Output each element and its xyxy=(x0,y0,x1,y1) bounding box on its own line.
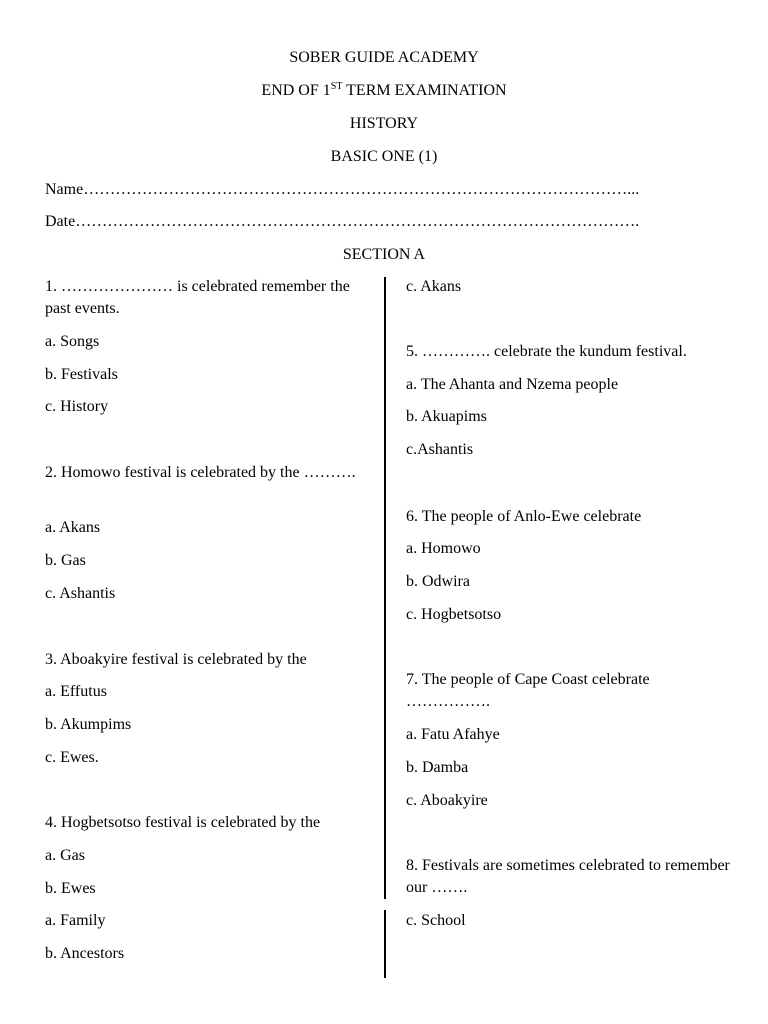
q1-option-b: b. Festivals xyxy=(45,366,118,383)
subject-title: HISTORY xyxy=(349,115,419,132)
q5-option-b: b. Akuapims xyxy=(406,408,487,425)
exam-title-post: TERM EXAMINATION xyxy=(342,82,507,99)
question-1: 1. ………………… is celebrated remember the past events. xyxy=(45,278,350,317)
q4-option-b: b. Ewes xyxy=(45,880,96,897)
question-3: 3. Aboakyire festival is celebrated by the xyxy=(45,651,307,668)
question-4: 4. Hogbetsotso festival is celebrated by the xyxy=(45,814,321,831)
question-7: 7. The people of Cape Coast celebrate ……………. xyxy=(406,671,650,710)
q7-option-a: a. Fatu Afahye xyxy=(406,726,500,743)
exam-title-pre: END OF 1 xyxy=(261,82,331,99)
q7-option-b: b. Damba xyxy=(406,759,469,776)
q1-option-a: a. Songs xyxy=(45,333,100,350)
q8-option-c: c. School xyxy=(406,912,466,929)
q2-option-b: b. Gas xyxy=(45,552,86,569)
q4-option-a: a. Gas xyxy=(45,847,85,864)
exam-title xyxy=(0,81,768,101)
q5-option-c: c.Ashantis xyxy=(406,441,474,458)
exam-title-sup: ST xyxy=(330,81,343,92)
q6-option-c: c. Hogbetsotso xyxy=(406,606,502,623)
column-divider-lower xyxy=(384,910,386,978)
q4-option-c: c. Akans xyxy=(406,278,462,295)
q2-option-c: c. Ashantis xyxy=(45,585,116,602)
q2-option-a: a. Akans xyxy=(45,519,101,536)
q3-option-b: b. Akumpims xyxy=(45,716,132,733)
question-5: 5. …………. celebrate the kundum festival. xyxy=(406,343,687,360)
question-2: 2. Homowo festival is celebrated by the ………. xyxy=(45,464,356,481)
class-title: BASIC ONE (1) xyxy=(330,148,438,165)
question-8: 8. Festivals are sometimes celebrated to remember our ……. xyxy=(406,857,730,896)
question-6: 6. The people of Anlo-Ewe celebrate xyxy=(406,508,642,525)
q7-option-c: c. Aboakyire xyxy=(406,792,488,809)
q3-option-c: c. Ewes. xyxy=(45,749,99,766)
date-field: Date……………………………………………………………………………………………. xyxy=(45,213,640,230)
q1-option-c: c. History xyxy=(45,398,109,415)
q8-option-a: a. Family xyxy=(45,912,106,929)
q3-option-a: a. Effutus xyxy=(45,683,107,700)
q6-option-a: a. Homowo xyxy=(406,540,481,557)
name-field: Name…………………………………………………………………………………………... xyxy=(45,181,640,198)
column-divider xyxy=(384,277,386,899)
section-heading: SECTION A xyxy=(342,246,426,263)
school-name: SOBER GUIDE ACADEMY xyxy=(289,49,479,66)
q6-option-b: b. Odwira xyxy=(406,573,470,590)
q5-option-a: a. The Ahanta and Nzema people xyxy=(406,376,619,393)
q8-option-b: b. Ancestors xyxy=(45,945,125,962)
